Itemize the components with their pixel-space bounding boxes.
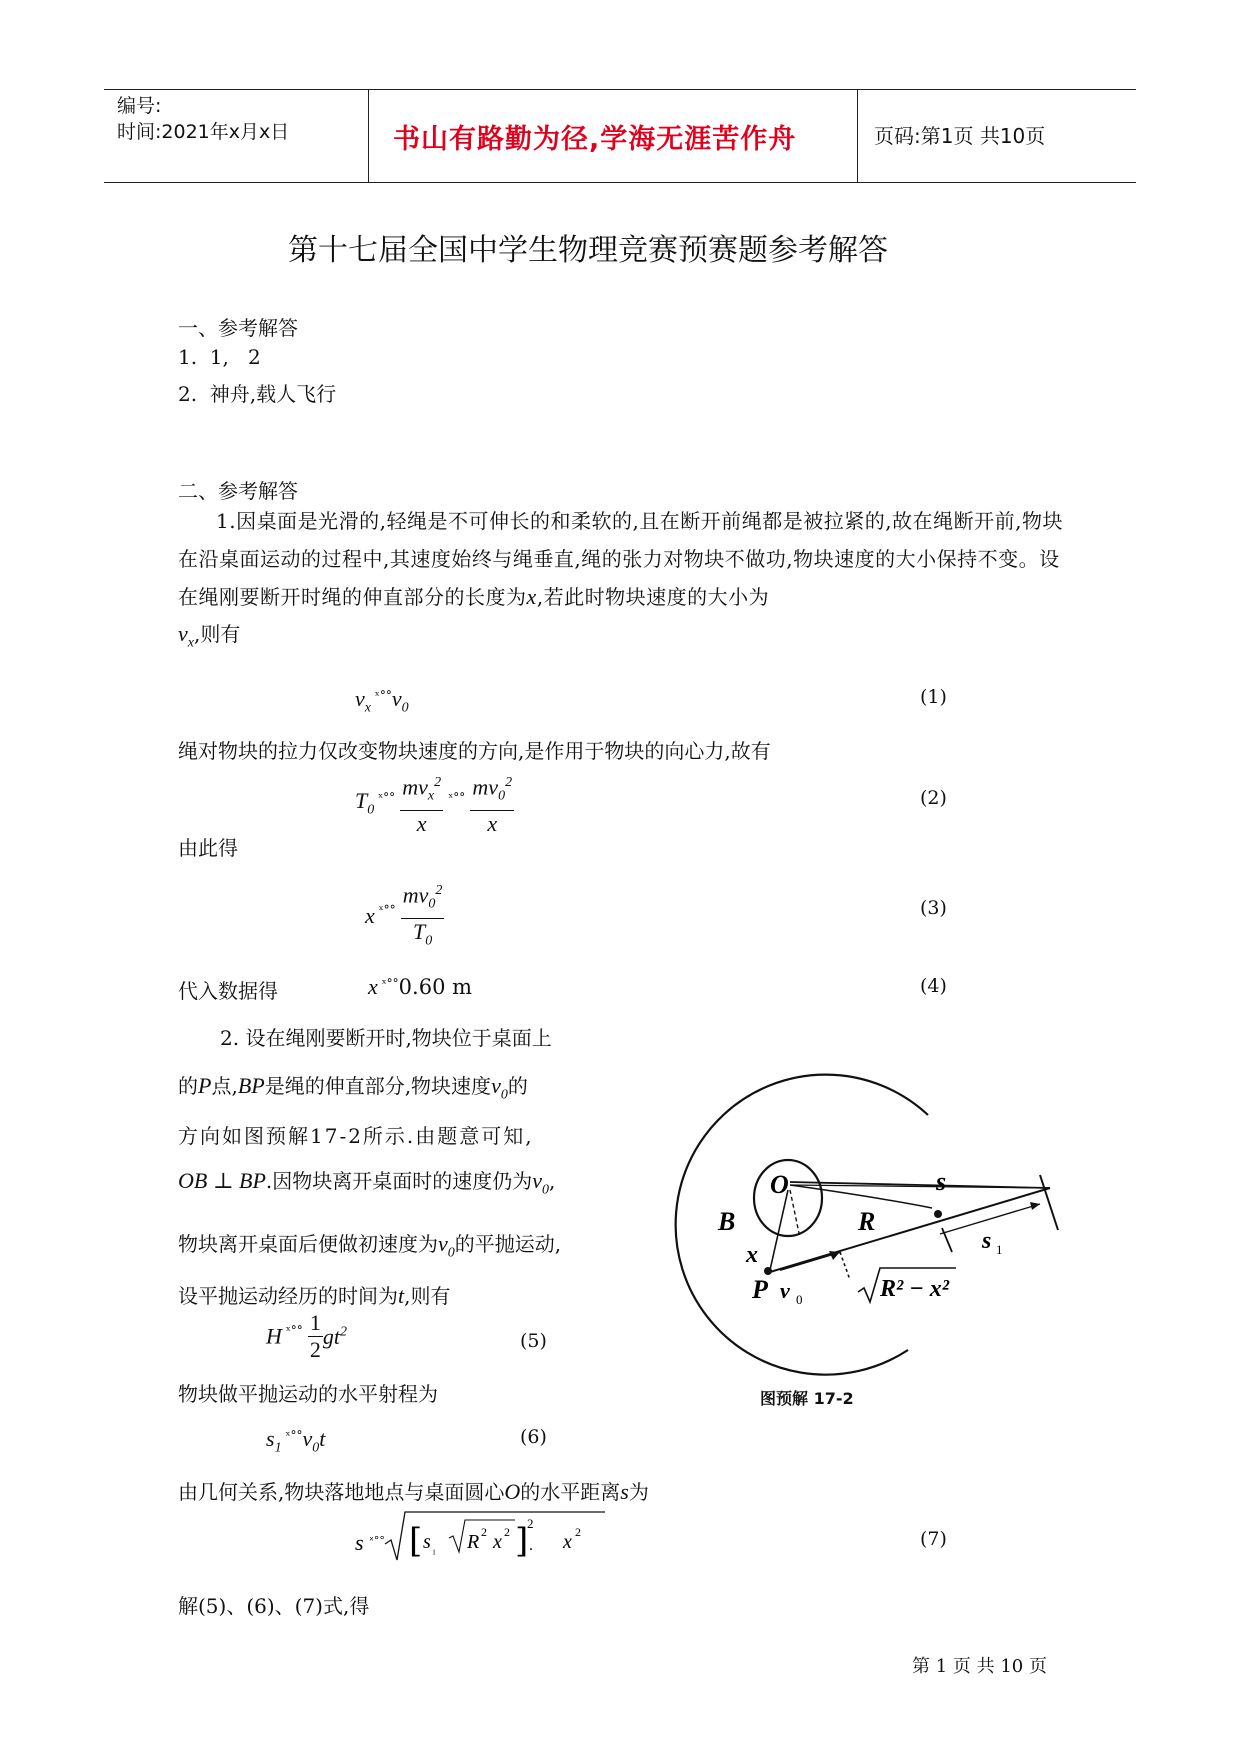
p1-text-c: ,则有: [193, 622, 241, 646]
svg-text:s: s: [355, 1530, 364, 1555]
p5-line4: OB ⊥ BP.因物块离开桌面时的速度仍为$v_0$,: [178, 1168, 556, 1198]
header-bottom-rule: [104, 182, 1136, 183]
paragraph-4: 代入数据得: [178, 979, 278, 1003]
equation-5: H $^{ˣ^\circ^\circ}$ $\frac{1}{2}$ $gt^2$: [266, 1310, 348, 1362]
paragraph-8: 解(5)、(6)、(7)式,得: [178, 1594, 370, 1618]
equation-6: $s_1$ $^{ˣ^\circ^\circ}v_0t$: [266, 1426, 326, 1456]
svg-text:2: 2: [504, 1525, 510, 1539]
svg-text:₁: ₁: [432, 1541, 437, 1555]
figure-caption: 图预解 17-2: [760, 1389, 854, 1408]
paragraph-1: [178, 502, 1068, 616]
p5-line2: 的P点,BP是绳的伸直部分,物块速度$v_0$的: [178, 1073, 528, 1103]
p5-line5: 物块离开桌面后便做初速度为$v_0$的平抛运动,: [178, 1231, 562, 1261]
ground-circle: [676, 1075, 928, 1375]
equation-number-2: (2): [920, 787, 947, 809]
paragraph-3: 由此得: [178, 836, 238, 860]
svg-text:2: 2: [575, 1525, 581, 1539]
header-motto: 书山有路勤为径,学海无涯苦作舟: [393, 124, 797, 155]
section1-heading: 一、参考解答: [178, 316, 298, 340]
equation-4: x $^{ˣ^\circ^\circ}$0.60 m: [368, 974, 473, 999]
header-divider-1: [368, 89, 369, 183]
section1-item2: 2. 神舟,载人飞行: [178, 382, 337, 406]
header-top-rule: [104, 89, 1136, 90]
svg-text:1: 1: [996, 1242, 1003, 1257]
p5-line1: 2. 设在绳刚要断开时,物块位于桌面上: [220, 1026, 552, 1050]
svg-text:s: s: [423, 1531, 431, 1553]
equation-number-4: (4): [920, 975, 947, 997]
paragraph-6: 物块做平抛运动的水平射程为: [178, 1382, 438, 1406]
svg-text:.: .: [529, 1537, 533, 1554]
svg-text:x: x: [563, 1531, 572, 1553]
equation-7-svg: [355, 1508, 615, 1568]
svg-text:x: x: [493, 1531, 502, 1553]
p5-line3: 方向如图预解17-2所示.由题意可知,: [178, 1124, 534, 1148]
label-s1: s: [982, 1228, 992, 1254]
equation-number-1: (1): [920, 686, 947, 708]
label-s: s: [936, 1167, 947, 1196]
p1-var-x: x: [526, 584, 537, 609]
figure-17-2: [640, 1030, 1060, 1420]
equation-4-value: 0.60 m: [398, 975, 473, 999]
svg-text:2: 2: [481, 1525, 487, 1539]
p1-text-a: 1.因桌面是光滑的,轻绳是不可伸长的和柔软的,且在断开前绳都是被拉紧的,故在绳断开前,物块在沿桌面运动的过程中,其速度始终与绳垂直,绳的张力对物块不做功,物块速度的大小保持不变。设在绳刚要断开时绳的伸直部分的长度为: [178, 509, 1064, 609]
svg-text:2: 2: [527, 1516, 534, 1531]
header-page-info: 页码:第1页 共10页: [874, 124, 1046, 148]
header-divider-2: [857, 89, 858, 183]
equation-1: $v_x$ $^{ˣ^\circ^\circ}v_0$: [355, 686, 409, 716]
label-B: B: [718, 1207, 736, 1236]
equation-number-6: (6): [520, 1426, 547, 1448]
label-sqrt: R² − x²: [880, 1276, 949, 1302]
label-R: R: [858, 1207, 876, 1236]
section1-item1: 1. 1, 2: [178, 345, 261, 369]
label-x: x: [746, 1242, 758, 1268]
page-footer: 第 1 页 共 10 页: [912, 1656, 1047, 1677]
equation-number-7: (7): [920, 1528, 947, 1550]
equation-7: [355, 1508, 615, 1568]
header-time-label: 时间:2021年x月x日: [117, 121, 290, 143]
header-number-label: 编号:: [117, 95, 162, 117]
label-v0: v: [780, 1278, 790, 1303]
paragraph-2: 绳对物块的拉力仅改变物块速度的方向,是作用于物块的向心力,故有: [178, 739, 771, 763]
equation-number-5: (5): [520, 1330, 547, 1352]
svg-text:[: [: [409, 1521, 423, 1561]
label-P: P: [752, 1275, 768, 1304]
equation-3: x $^{ˣ^\circ^\circ}$ $\frac{mv_0^2}{T_0}$: [365, 878, 444, 954]
label-O: O: [770, 1170, 789, 1199]
figure-svg: [640, 1030, 1060, 1420]
p1-vx-line: $v_x$,则有: [178, 621, 241, 651]
svg-text:R: R: [467, 1531, 480, 1553]
svg-text:0: 0: [796, 1292, 803, 1307]
section2-heading: 二、参考解答: [178, 479, 298, 503]
svg-text:ˣ°°: ˣ°°: [369, 1534, 385, 1547]
p5-line6: 设平抛运动经历的时间为t,则有: [178, 1283, 451, 1308]
p1-text-b: ,若此时物块速度的大小为: [536, 585, 770, 609]
paragraph-7: 由几何关系,物块落地地点与桌面圆心O的水平距离s为: [178, 1479, 649, 1504]
equation-number-3: (3): [920, 897, 947, 919]
equation-2: $T_0$ $^{ˣ^\circ^\circ}$ $\frac{mv_x^2}{x}$ $^{ˣ^\circ^\circ}$ $\frac{mv_0^2}{x}$: [355, 770, 514, 837]
svg-text:]: ]: [515, 1521, 529, 1561]
document-title: 第十七届全国中学生物理竞赛预赛题参考解答: [288, 233, 888, 268]
